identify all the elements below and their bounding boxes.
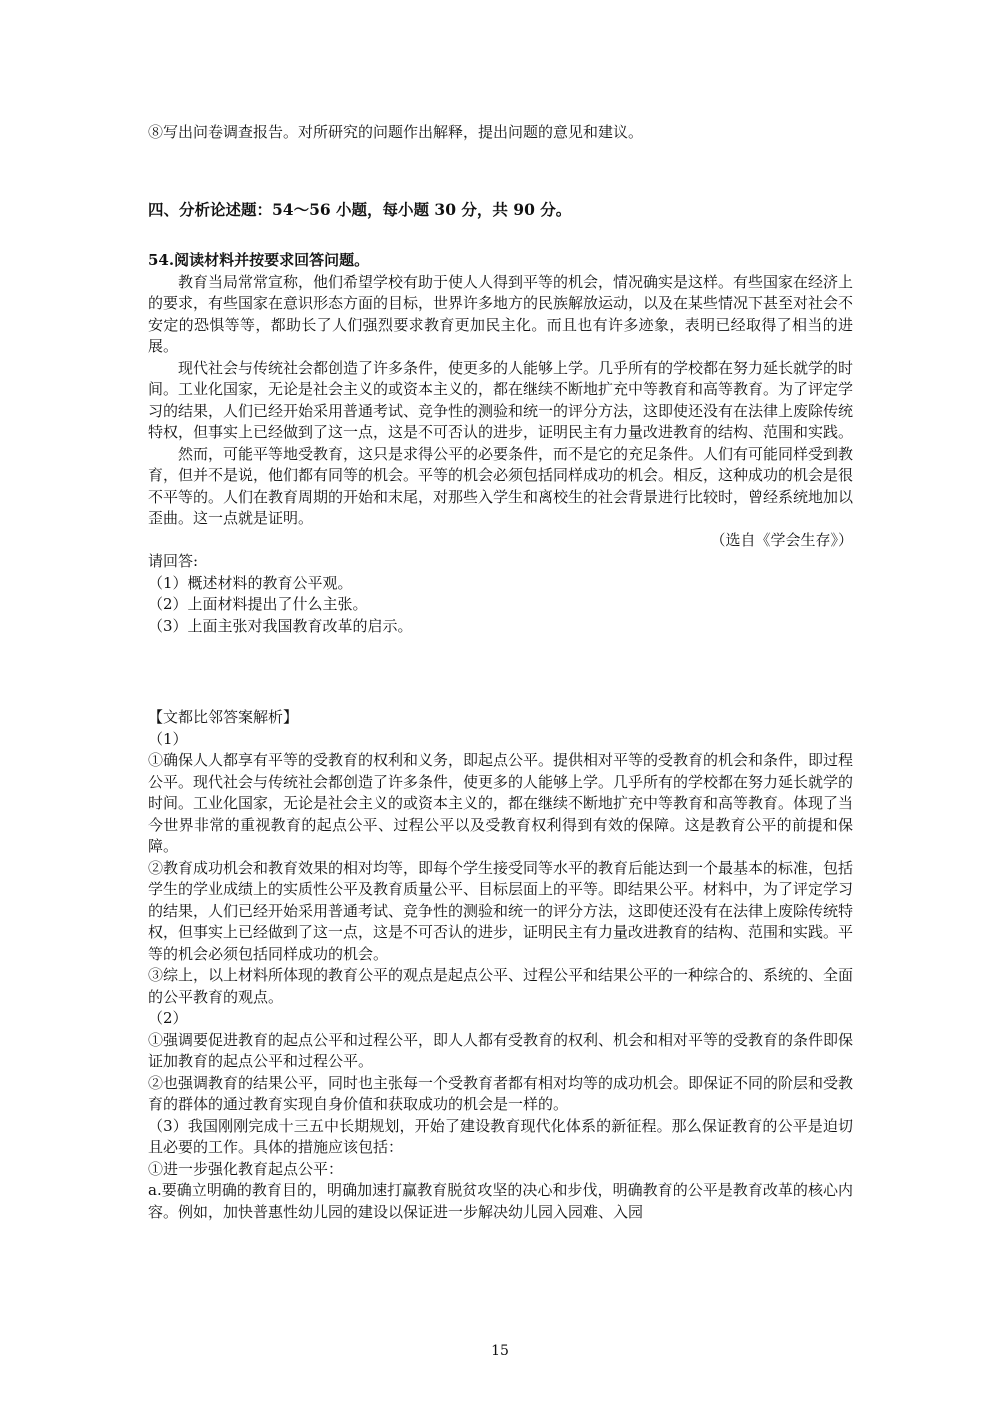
answer-paragraph: （3）我国刚刚完成十三五中长期规划，开始了建设教育现代化体系的新征程。那么保证教育的公平是迫切且必要的工作。具体的措施应该包括： — [148, 1116, 853, 1156]
answer-paragraph: a.要确立明确的教育目的，明确加速打赢教育脱贫攻坚的决心和步伐，明确教育的公平是教育改革的核心内容。例如，加快普惠性幼儿园的建设以保证进一步解决幼儿园入园难、入园 — [148, 1181, 853, 1221]
answer-paragraph: ②教育成功机会和教育效果的相对均等，即每个学生接受同等水平的教育后能达到一个最基本的标准，包括学生的学业成绩上的实质性公平及教育质量公平、目标层面上的平等。即结果公平。材料中，为了评定学习的结果，人们已经开始采用普通考试、竞争性的测验和统一的评分方法，这即使还没有在法律上废除传统特权，但事实上已经做到了这一点，这是不可否认的进步，证明民主有力量改进教育的结构、范围和实践。平等的机会必须包括同样成功的机会。 — [148, 858, 854, 963]
sub-question: （2）上面材料提出了什么主张。 — [148, 595, 368, 613]
question-54 — [148, 250, 853, 637]
answer-part-label: （2） — [148, 1009, 188, 1027]
answer-section — [148, 707, 853, 1223]
answer-paragraph: ①进一步强化教育起点公平： — [148, 1159, 344, 1178]
answer-paragraph: ③综上，以上材料所体现的教育公平的观点是起点公平、过程公平和结果公平的一种综合的、系统的、全面的公平教育的观点。 — [148, 966, 854, 1006]
answer-paragraph: ②也强调教育的结果公平，同时也主张每一个受教育者都有相对均等的成功机会。即保证不同的阶层和受教育的群体的通过教育实现自身价值和获取成功的机会是一样的。 — [148, 1073, 854, 1113]
material-source: （选自《学会生存》） — [710, 530, 853, 549]
sub-question: （1）概述材料的教育公平观。 — [148, 573, 353, 592]
answer-header: 【文都比邻答案解析】 — [148, 708, 299, 726]
answer-paragraph: ①确保人人都享有平等的受教育的权利和义务，即起点公平。提供相对平等的受教育的机会和条件，即过程公平。现代社会与传统社会都创造了许多条件，使更多的人能够上学。几乎所有的学校都在努力延长就学的时间。工业化国家，无论是社会主义的或资本主义的，都在继续不断地扩充中等教育和高等教育。体现了当今世界非常的重视教育的起点公平、过程公平以及受教育权利得到有效的保障。这是教育公平的前提和保障。 — [148, 751, 854, 855]
material-paragraph: 然而，可能平等地受教育，这只是求得公平的必要条件，而不是它的充足条件。人们有可能同样受到教育，但并不是说，他们都有同等的机会。平等的机会必须包括同样成功的机会。相反，这种成功的机会是很不平等的。人们在教育周期的开始和末尾，对那些入学生和离校生的社会背景进行比较时，曾经系统地加以歪曲。这一点就是证明。 — [148, 444, 854, 527]
intro-item: ⑧写出问卷调查报告。对所研究的问题作出解释，提出问题的意见和建议。 — [148, 123, 644, 141]
page-number: 15 — [491, 1343, 509, 1359]
material-paragraph: 现代社会与传统社会都创造了许多条件，使更多的人能够上学。几乎所有的学校都在努力延长就学的时间。工业化国家，无论是社会主义的或资本主义的，都在继续不断地扩充中等教育和高等教育。为了评定学习的结果，人们已经开始采用普通考试、竞争性的测验和统一的评分方法，这即使还没有在法律上废除传统特权，但事实上已经做到了这一点，这是不可否认的进步，证明民主有力量改进教育的结构、范围和实践。 — [148, 358, 854, 441]
section-heading: 四、分析论述题：54～56 小题，每小题 30 分，共 90 分。 — [148, 200, 572, 219]
answer-paragraph: ①强调要促进教育的起点公平和过程公平，即人人都有受教育的权利、机会和相对平等的受教育的条件即保证加教育的起点公平和过程公平。 — [148, 1030, 854, 1070]
answer-part-label: （1） — [148, 729, 188, 748]
sub-question: （3）上面主张对我国教育改革的启示。 — [148, 616, 413, 635]
question-title: 54.阅读材料并按要求回答问题。 — [148, 251, 370, 269]
question-prompt: 请回答: — [148, 552, 199, 570]
material-paragraph: 教育当局常常宣称，他们希望学校有助于使人人得到平等的机会，情况确实是这样。有些国家在经济上的要求，有些国家在意识形态方面的目标，世界许多地方的民族解放运动，以及在某些情况下甚至对社会不安定的恐惧等等，都助长了人们强烈要求教育更加民主化。而且也有许多迹象，表明已经取得了相当的进展。 — [148, 272, 854, 355]
